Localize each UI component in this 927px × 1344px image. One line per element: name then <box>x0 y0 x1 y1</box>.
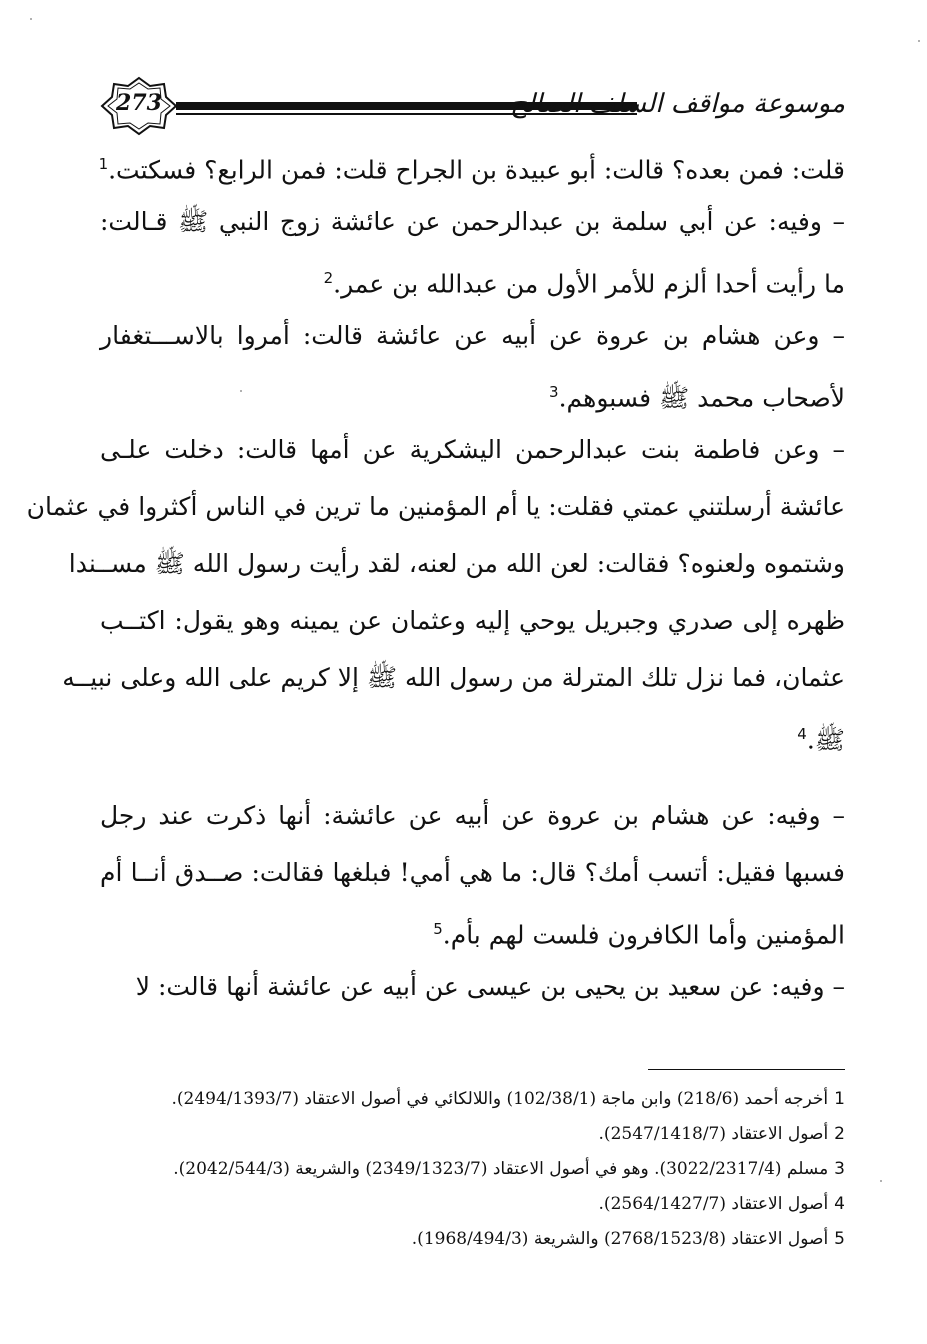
page-number-badge <box>100 76 178 136</box>
text-line: – وعن فاطمة بنت عبدالرحمن اليشكرية عن أمها قالت: دخلت علـى <box>100 435 845 464</box>
footnote-text: أخرجه أحمد (218/6) وابن ماجة (102/38/1) واللالكائي في أصول الاعتقاد (2494/1393/7). <box>171 1089 829 1109</box>
footnote-text: أصول الاعتقاد (2768/1523/8) والشريعة (1968/494/3). <box>411 1229 829 1249</box>
text-line: المؤمنين وأما الكافرون فلست لهم بأم.$^5$ <box>433 920 845 950</box>
main-text <box>26 136 845 1015</box>
text-line: – وعن هشام بن عروة عن أبيه عن عائشة قالت: أمروا بالاســـتغفار <box>100 321 845 350</box>
footnote-ref: 2 <box>323 269 334 287</box>
footnote-text: أصول الاعتقاد (2547/1418/7). <box>598 1124 829 1144</box>
footnote-separator <box>648 1069 845 1070</box>
text-line: – وفيه: عن أبي سلمة بن عبدالرحمن عن عائشة زوج النبي ﷺ قـالت: <box>100 207 845 236</box>
footnote <box>150 1222 845 1257</box>
footnote-text: مسلم (3022/2317/4). وهو في أصول الاعتقاد (2349/1323/7) والشريعة (2042/544/3). <box>173 1159 829 1179</box>
text-line: – وفيه: عن سعيد بن يحيى بن عيسى عن أبيه عن عائشة أنها قالت: لا <box>135 972 845 1001</box>
scan-speck <box>240 390 242 392</box>
footnote-ref: 4 <box>797 725 807 743</box>
footnotes <box>150 1082 845 1257</box>
text-line: عثمان، فما نزل تلك المترلة من رسول الله ﷺ إلا كريم على الله وعلى نبيــه <box>62 663 845 692</box>
text-line: ما رأيت أحدا ألزم للأمر الأول من عبدالله بن عمر.$^2$ <box>323 269 845 299</box>
footnote-number: 3 <box>834 1159 845 1179</box>
footnote-text: أصول الاعتقاد (2564/1427/7). <box>598 1194 829 1214</box>
text-line: فسبها فقيل: أتسب أمك؟ قال: ما هي أمي! فبلغها فقالت: صــدق أنــا أم <box>100 858 845 887</box>
page-number: 273 <box>116 90 162 116</box>
text-line: ظهره إلى صدري وجبريل يوحي إليه وعثمان عن يمينه وهو يقول: اكتــب <box>100 606 845 635</box>
footnote-number: 4 <box>834 1194 845 1214</box>
scan-speck <box>30 18 32 20</box>
footnote-number: 2 <box>834 1124 845 1144</box>
scan-speck <box>880 1180 882 1182</box>
text-line: لأصحاب محمد ﷺ فسبوهم.$^3$ <box>549 383 845 413</box>
footnote-ref: 1 <box>98 155 109 173</box>
text-line: قلت: فمن بعده؟ قالت: أبو عبيدة بن الجراح قلت: فمن الرابع؟ فسكتت.$^1$ <box>98 155 845 185</box>
book-title: موسوعة مواقف السلف الصالح <box>510 89 845 119</box>
text-line: ﷺ.$^4$ <box>797 725 845 755</box>
footnote-number: 5 <box>834 1229 845 1249</box>
footnote <box>150 1187 845 1222</box>
footnote <box>150 1082 845 1117</box>
scan-speck <box>918 40 920 42</box>
text-line: – وفيه: عن هشام بن عروة عن أبيه عن عائشة: أنها ذكرت عند رجل <box>100 801 845 830</box>
footnote-number: 1 <box>834 1089 845 1109</box>
footnote <box>150 1117 845 1152</box>
text-line: وشتموه ولعنوه؟ فقالت: لعن الله من لعنه، لقد رأيت رسول الله ﷺ مســندا <box>68 549 845 578</box>
footnote <box>150 1152 845 1187</box>
page-header <box>100 76 845 136</box>
text-line: عائشة أرسلتني عمتي فقلت: يا أم المؤمنين ما ترين في الناس أكثروا في عثمان <box>26 492 845 521</box>
footnote-ref: 3 <box>549 383 559 401</box>
footnote-ref: 5 <box>433 920 443 938</box>
